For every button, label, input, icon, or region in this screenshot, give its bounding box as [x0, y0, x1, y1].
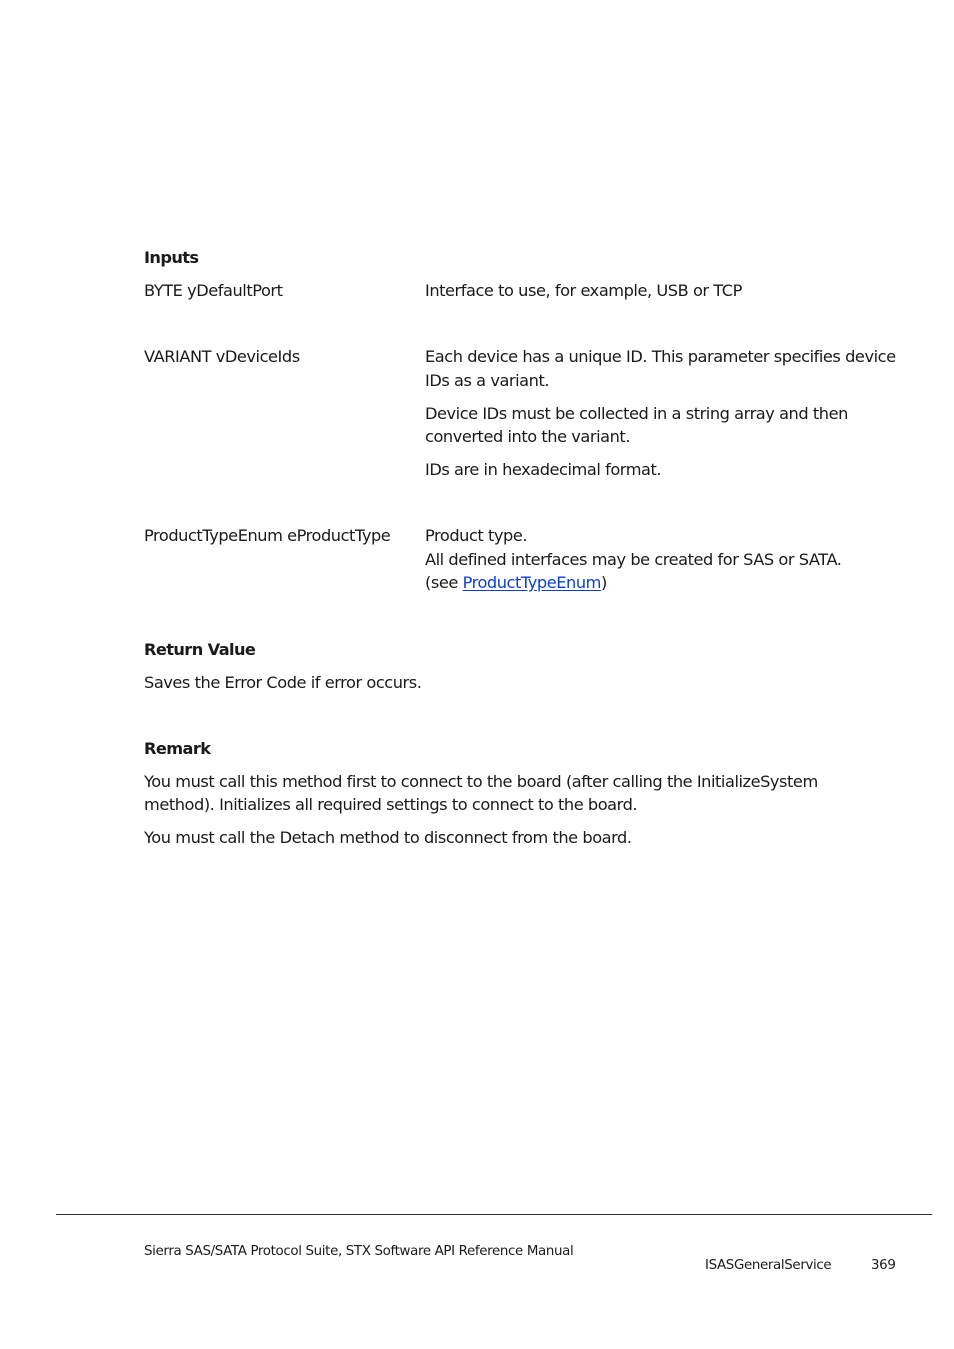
param-desc-device-ids-line2: IDs as a variant. — [425, 371, 550, 390]
remark-line1: You must call this method first to connect to the board (after calling the InitializeSystem — [144, 772, 818, 791]
product-type-enum-link[interactable]: ProductTypeEnum — [462, 573, 601, 592]
footer-manual-title: Sierra SAS/SATA Protocol Suite, STX Software API Reference Manual — [144, 1244, 574, 1259]
see-suffix: ) — [600, 573, 607, 592]
param-name-device-ids: VARIANT vDeviceIds — [144, 347, 300, 366]
param-desc-device-ids-line4: converted into the variant. — [425, 427, 631, 446]
remark-line2: method). Initializes all required settings to connect to the board. — [144, 795, 638, 814]
param-name-default-port: BYTE yDefaultPort — [144, 281, 283, 300]
footer-divider — [56, 1214, 932, 1215]
inputs-heading: Inputs — [144, 248, 199, 267]
param-desc-device-ids-line5: IDs are in hexadecimal format. — [425, 460, 662, 479]
return-value-heading: Return Value — [144, 640, 256, 659]
footer-page-number: 369 — [871, 1258, 896, 1273]
footer-section-name: ISASGeneralService — [705, 1258, 832, 1273]
param-desc-device-ids-line3: Device IDs must be collected in a string array and then — [425, 404, 848, 423]
param-desc-product-type-line2: All defined interfaces may be created for SAS or SATA. — [425, 550, 842, 569]
see-prefix: (see — [425, 573, 463, 592]
param-desc-product-type-line1: Product type. — [425, 526, 528, 545]
param-desc-product-type-see — [425, 571, 607, 595]
remark-line3: You must call the Detach method to disconnect from the board. — [144, 828, 632, 847]
return-value-text: Saves the Error Code if error occurs. — [144, 673, 422, 692]
param-desc-device-ids-line1: Each device has a unique ID. This parameter specifies device — [425, 347, 896, 366]
remark-heading: Remark — [144, 739, 211, 758]
param-desc-default-port: Interface to use, for example, USB or TCP — [425, 281, 742, 300]
param-name-product-type: ProductTypeEnum eProductType — [144, 526, 391, 545]
